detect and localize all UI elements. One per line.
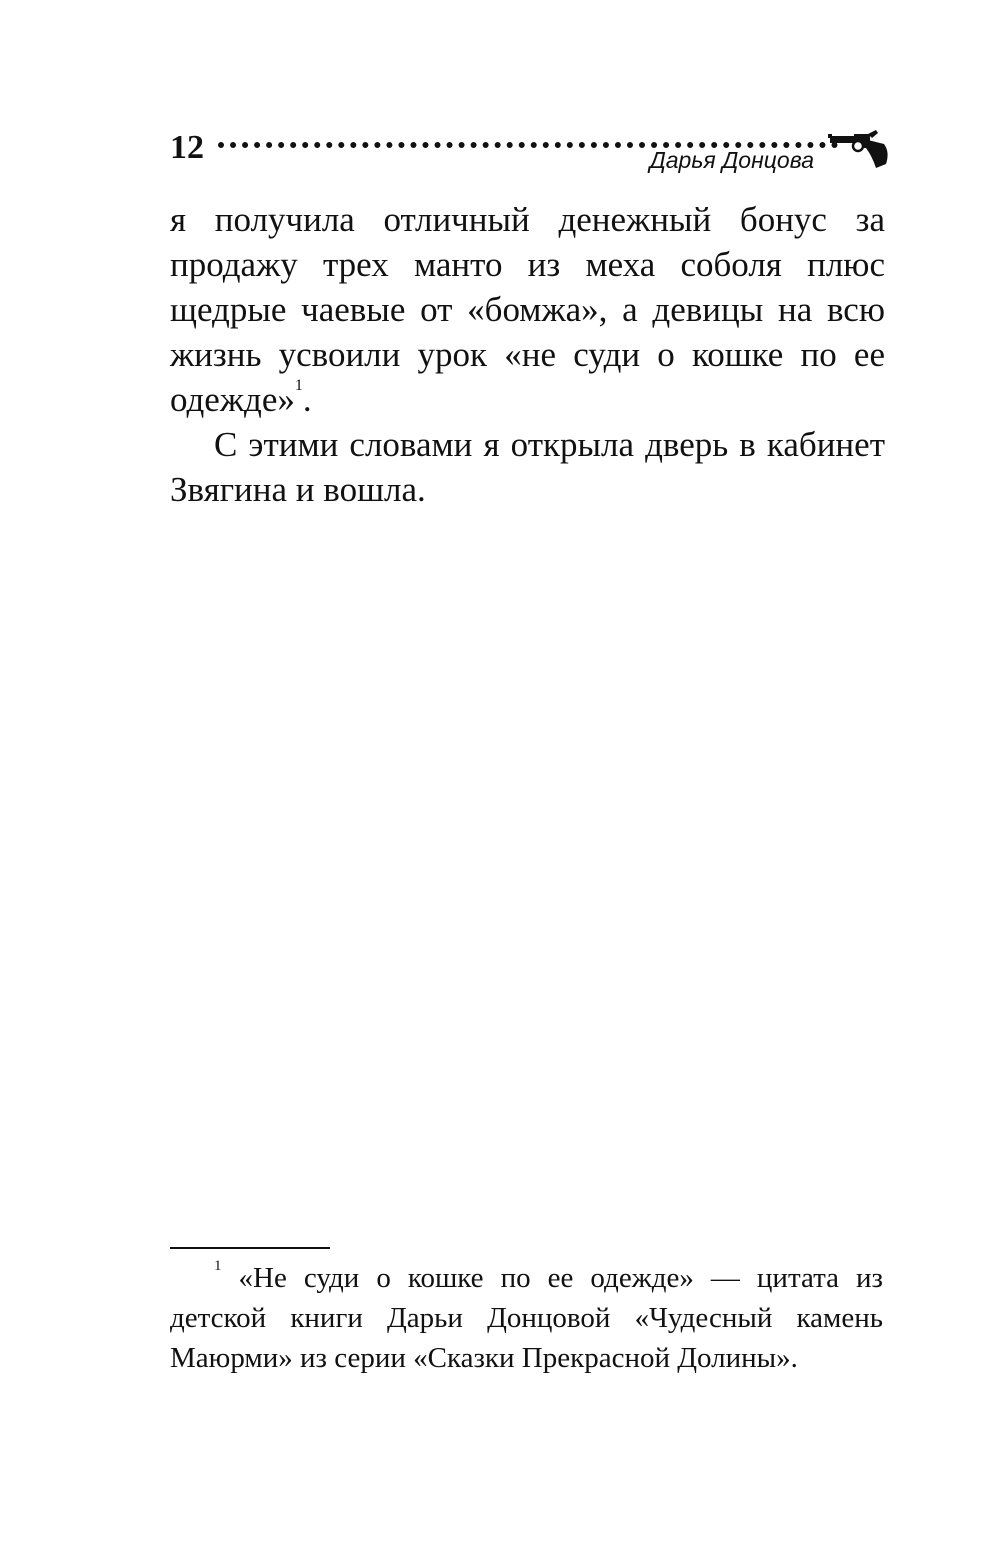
running-header [170, 128, 890, 178]
revolver-icon [828, 130, 890, 170]
paragraph: С этими словами я открыла дверь в кабинет Звягина и вошла. [170, 425, 885, 509]
paragraph-end: . [302, 380, 312, 419]
footnote-mark: 1 [214, 1258, 222, 1274]
paragraph-text: я получила отличный денежный бонус за продажу трех манто из меха соболя плюс щедрые чаевые от «бомжа», а девицы на всю жизнь усвоили урок «не суди о кошке по ее одежде» [170, 200, 885, 419]
footnote [170, 1258, 883, 1378]
main-text [170, 197, 885, 512]
page-number: 12 [170, 129, 204, 166]
paragraph-continuation [170, 197, 885, 422]
footnote-reference: 1 [294, 377, 303, 394]
footnote-text: «Не суди о кошке по ее одежде» — цитата из детской книги Дарьи Донцовой «Чудесный камень Маюрми» из серии «Сказки Прекрасной Долины». [170, 1262, 883, 1374]
footnote-separator [170, 1247, 330, 1249]
header-author-name: Дарья Донцова [649, 147, 814, 173]
